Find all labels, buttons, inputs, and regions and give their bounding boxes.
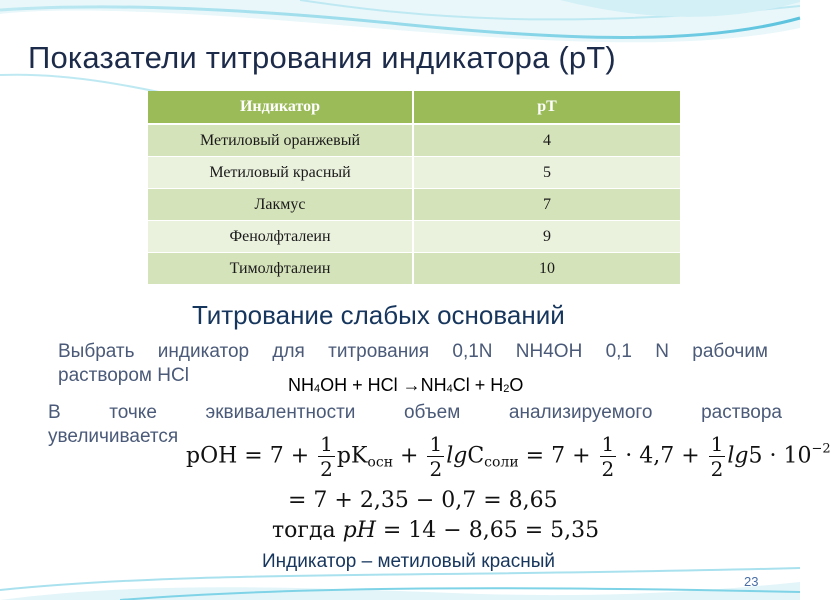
task-text-line1: Выбрать индикатор для титрования 0,1N NH4OH 0,1 N рабочим xyxy=(58,341,768,362)
formula-ph-result: = 14 − 8,65 = 5,35 xyxy=(375,518,600,543)
table-row xyxy=(148,189,680,221)
formula-lg: lg xyxy=(446,443,468,469)
table-header-row xyxy=(148,91,680,124)
formula-pk-sub: осн xyxy=(367,454,394,471)
fraction-denominator: 2 xyxy=(320,457,333,481)
reaction-part: O xyxy=(509,375,524,395)
fraction-numerator: 1 xyxy=(710,432,724,456)
cell-indicator: Лакмус xyxy=(148,189,413,221)
table-row xyxy=(148,124,680,157)
cell-pt: 10 xyxy=(413,253,680,285)
slide-title: Показатели титрования индикатора (рТ) xyxy=(28,40,616,75)
formula-image xyxy=(180,426,831,550)
reaction-subscript: 2 xyxy=(503,383,510,395)
bottom-wave-decoration xyxy=(0,560,800,600)
task-text-line2: раствором HCl xyxy=(58,365,189,386)
cell-indicator: Тимолфталеин xyxy=(148,253,413,285)
reaction-equation xyxy=(288,375,523,396)
cell-indicator: Метиловый красный xyxy=(148,157,413,189)
table-row xyxy=(148,157,680,189)
formula-c: C xyxy=(467,443,485,469)
formula-poh: pOH = 7 + xyxy=(186,443,317,469)
formula-line3 xyxy=(272,518,599,543)
reaction-part: Cl + H xyxy=(452,375,504,395)
formula-plus: + xyxy=(393,443,426,469)
fraction-numerator: 1 xyxy=(429,432,443,456)
formula-c-sub: соли xyxy=(484,454,519,471)
reaction-part: OH + HCl →NH xyxy=(320,375,447,395)
table-row xyxy=(148,221,680,253)
cell-pt: 4 xyxy=(413,124,680,157)
indicator-table xyxy=(148,91,680,284)
formula-lg5: lg xyxy=(727,443,749,469)
fraction xyxy=(709,432,726,481)
fraction-denominator: 2 xyxy=(710,457,724,481)
cell-pt: 9 xyxy=(413,221,680,253)
formula-five-times: 5 · 10 xyxy=(748,443,812,469)
conclusion-text: Индикатор – метиловый красный xyxy=(262,551,556,572)
formula-then: тогда xyxy=(272,518,343,543)
reaction-part: NH xyxy=(288,375,314,395)
reaction-subscript: 4 xyxy=(314,383,321,395)
header-pt: рТ xyxy=(413,91,680,124)
section-title: Титрование слабых оснований xyxy=(192,300,565,330)
cell-pt: 5 xyxy=(413,157,680,189)
formula-dot47: · 4,7 + xyxy=(618,443,707,469)
fraction-denominator: 2 xyxy=(601,457,615,481)
cell-indicator: Метиловый оранжевый xyxy=(148,124,413,157)
reaction-subscript: 4 xyxy=(446,383,453,395)
formula-eq7: = 7 + xyxy=(518,443,598,469)
fraction xyxy=(427,432,444,481)
formula-line2: = 7 + 2,35 − 0,7 = 8,65 xyxy=(288,488,558,513)
formula-exponent: −2 xyxy=(811,441,831,457)
header-indicator: Индикатор xyxy=(148,91,413,124)
fraction xyxy=(600,432,617,481)
fraction-denominator: 2 xyxy=(429,457,443,481)
cell-pt: 7 xyxy=(413,189,680,221)
page-number: 23 xyxy=(744,574,759,589)
fraction-numerator: 1 xyxy=(601,432,615,456)
equivalence-text-line2: увеличивается xyxy=(48,426,179,447)
fraction xyxy=(318,432,335,481)
equivalence-text-line1: В точке эквивалентности объем анализируемого раствора xyxy=(48,402,782,423)
formula-ph: pH xyxy=(342,518,376,543)
table-row xyxy=(148,253,680,285)
formula-line1 xyxy=(186,432,831,481)
formula-pk: pK xyxy=(336,443,368,469)
fraction-numerator: 1 xyxy=(320,432,333,456)
cell-indicator: Фенолфталеин xyxy=(148,221,413,253)
